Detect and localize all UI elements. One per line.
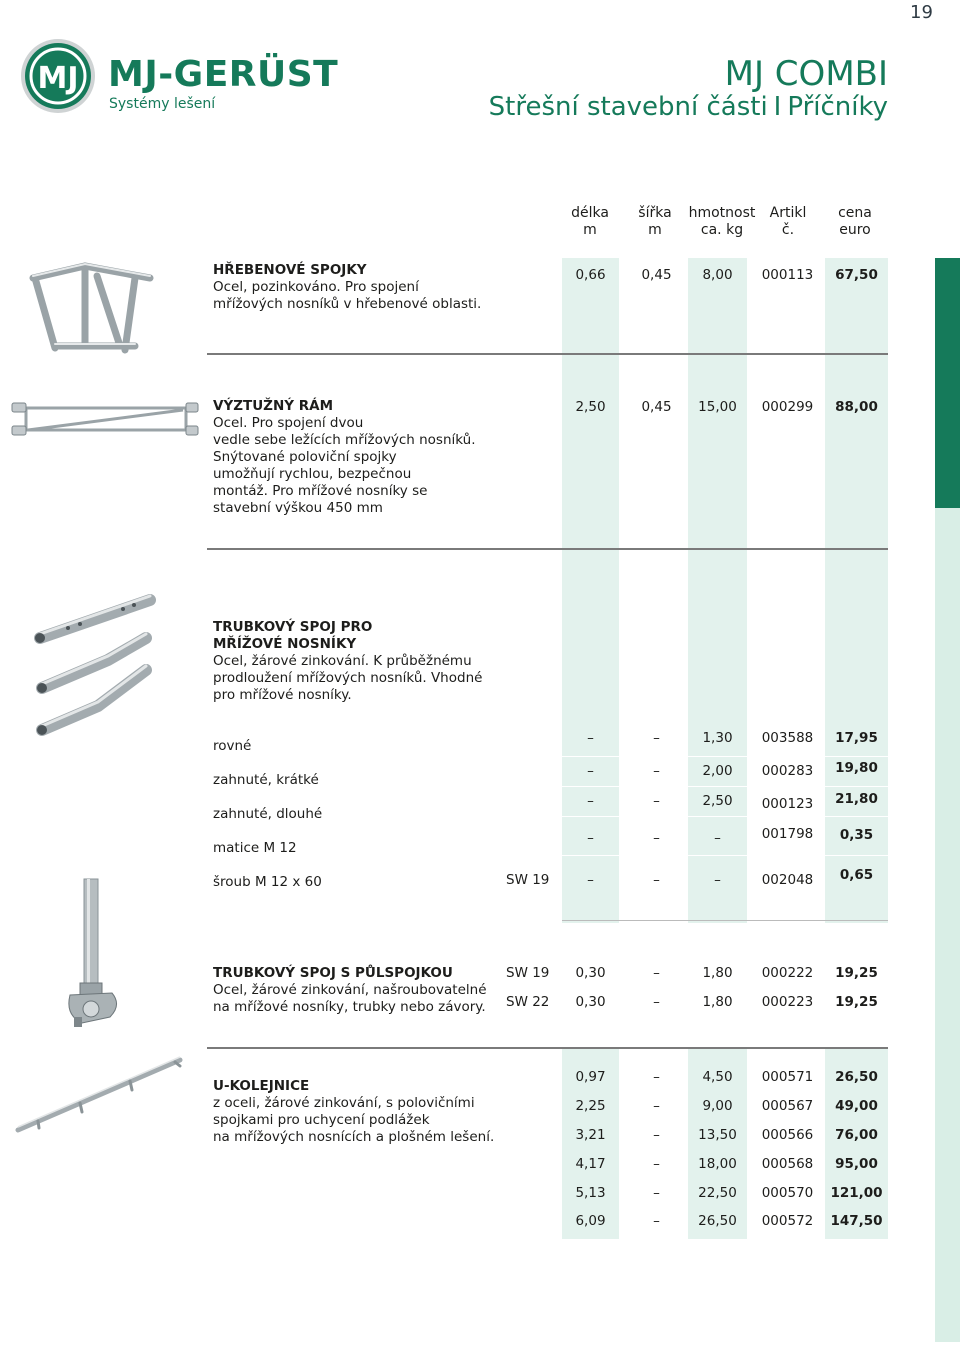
value-length: 0,66 [575,267,606,283]
value-price: 19,80 [835,760,878,776]
product-name: VÝZTUŽNÝ RÁM [213,398,334,414]
value-width: – [653,763,660,779]
reinforcement-frame-image [8,398,198,448]
section-title-a: Střešní stavební části [488,92,768,122]
value-width: – [653,965,660,981]
value-width: – [653,872,660,888]
value-width: – [653,830,660,846]
value-weight: 1,80 [702,965,733,981]
value-weight: 1,80 [702,994,733,1010]
value-weight: 4,50 [702,1069,733,1085]
tube-connector-image [28,590,168,740]
value-length: – [587,793,594,809]
value-article: 000299 [761,399,814,415]
value-price: 147,50 [830,1213,883,1229]
brand-name: MJ-GERÜST [108,54,339,95]
side-stripe-light [935,508,960,1342]
value-article: 000283 [761,763,814,779]
value-width: – [653,1127,660,1143]
value-length: 6,09 [575,1213,606,1229]
product-description: Ocel, pozinkováno. Pro spojení mřížových nosníků v hřebenové oblasti. [213,279,482,312]
value-length: 2,25 [575,1098,606,1114]
value-weight: 15,00 [698,399,737,415]
value-length: – [587,763,594,779]
value-width: 0,45 [641,399,672,415]
wrench-size: SW 19 [506,872,550,888]
value-length: 0,30 [575,994,606,1010]
value-weight: 2,50 [702,793,733,809]
value-article: 000567 [761,1098,814,1114]
value-width: – [653,1213,660,1229]
value-article: 000113 [761,267,814,283]
product-name: TRUBKOVÝ SPOJ S PŮLSPOJKOU [213,965,453,981]
divider [207,353,888,355]
value-length: – [587,872,594,888]
value-price: 26,50 [835,1069,878,1085]
value-weight: 2,00 [702,763,733,779]
value-length: 0,97 [575,1069,606,1085]
value-article: 001798 [761,826,814,842]
value-length: 5,13 [575,1185,606,1201]
logo-emblem-icon [20,38,96,114]
catalog-title: MJ COMBI [724,54,888,94]
header-price: cena euro [838,205,872,238]
value-price: 67,50 [835,267,878,283]
value-article: 000572 [761,1213,814,1229]
value-price: 19,25 [835,994,878,1010]
section-title-b: Příčníky [787,92,888,122]
variant-label: zahnuté, krátké [213,772,319,788]
value-price: 49,00 [835,1098,878,1114]
divider [207,548,888,550]
value-weight: – [714,872,721,888]
value-price: 121,00 [830,1185,883,1201]
value-length: 2,50 [575,399,606,415]
title-separator: I [773,92,782,122]
product-name: U-KOLEJNICE [213,1078,310,1094]
value-width: – [653,1156,660,1172]
product-description: Ocel, žárové zinkování, našroubovatelné na mřížové nosníky, trubky nebo závory. [213,982,487,1015]
value-weight: 13,50 [698,1127,737,1143]
product-name: TRUBKOVÝ SPOJ PRO MŘÍŽOVÉ NOSNÍKY [213,619,373,652]
value-article: 000223 [761,994,814,1010]
header-length: délka m [571,205,609,238]
value-weight: 22,50 [698,1185,737,1201]
brand-logo [20,38,360,118]
value-price: 95,00 [835,1156,878,1172]
value-weight: 1,30 [702,730,733,746]
value-width: – [653,793,660,809]
logo-initials: MJ [37,61,79,96]
value-length: 3,21 [575,1127,606,1143]
value-width: – [653,994,660,1010]
column-bg-weight [688,258,747,923]
value-article: 002048 [761,872,814,888]
value-price: 76,00 [835,1127,878,1143]
half-coupler-tube-image [60,875,140,1035]
header-article: Artikl č. [769,205,807,238]
value-price: 0,35 [839,827,874,843]
row-divider [562,756,888,757]
value-width: 0,45 [641,267,672,283]
variant-label: šroub M 12 x 60 [213,874,322,890]
divider [562,920,888,921]
value-weight: 18,00 [698,1156,737,1172]
value-width: – [653,730,660,746]
variant-label: zahnuté, dlouhé [213,806,323,822]
header-weight: hmotnost ca. kg [688,205,756,238]
ridge-connector-image [15,258,165,358]
value-article: 000566 [761,1127,814,1143]
value-length: 0,30 [575,965,606,981]
value-length: – [587,830,594,846]
section-title [489,92,888,122]
value-article: 000571 [761,1069,814,1085]
wrench-size: SW 22 [506,994,550,1010]
header-width: šířka m [638,205,672,238]
side-stripe-dark [935,258,960,508]
u-rail-image [10,1052,185,1142]
value-article: 000123 [761,796,814,812]
row-divider [562,855,888,856]
value-article: 000568 [761,1156,814,1172]
wrench-size: SW 19 [506,965,550,981]
value-weight: – [714,830,721,846]
product-description: z oceli, žárové zinkování, s polovičními spojkami pro uchycení podlážek na mřížových nosnících a plošném lešení. [213,1095,495,1145]
value-width: – [653,1185,660,1201]
value-article: 003588 [761,730,814,746]
value-price: 21,80 [835,791,878,807]
value-width: – [653,1069,660,1085]
value-price: 0,65 [839,867,874,883]
value-length: 4,17 [575,1156,606,1172]
variant-label: matice M 12 [213,840,297,856]
product-name: HŘEBENOVÉ SPOJKY [213,262,367,278]
row-divider [562,786,888,787]
brand-tagline: Systémy lešení [109,96,216,112]
value-weight: 26,50 [698,1213,737,1229]
divider [207,1047,888,1049]
value-article: 000222 [761,965,814,981]
column-bg-length [562,258,619,923]
value-length: – [587,730,594,746]
value-article: 000570 [761,1185,814,1201]
value-weight: 9,00 [702,1098,733,1114]
product-description: Ocel, žárové zinkování. K průběžnému prodloužení mřížových nosníků. Vhodné pro mřížové nosníky. [213,653,483,703]
row-divider [562,816,888,817]
page-number: 19 [910,2,933,23]
product-description: Ocel. Pro spojení dvou vedle sebe ležících mřížových nosníků. Snýtované poloviční spojky umožňují rychlou, bezpečnou montáž. Pro mřížové nosníky se stavební výškou 450 mm [213,415,476,516]
column-bg-price [825,258,888,923]
value-weight: 8,00 [702,267,733,283]
variant-label: rovné [213,738,252,754]
value-price: 17,95 [835,730,878,746]
value-price: 88,00 [835,399,878,415]
value-width: – [653,1098,660,1114]
value-price: 19,25 [835,965,878,981]
